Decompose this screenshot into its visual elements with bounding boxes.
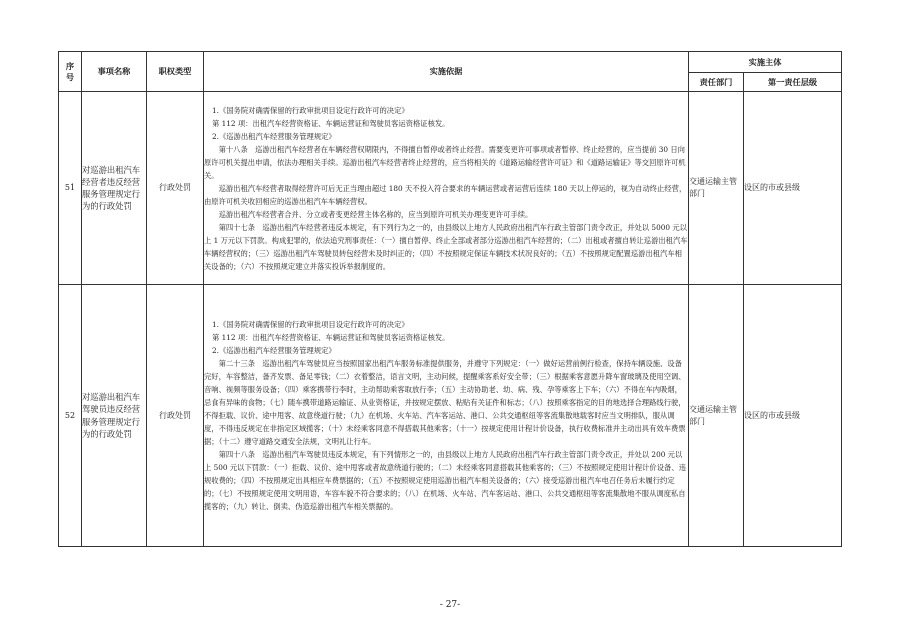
basis-paragraph: 1.《国务院对确需保留的行政审批项目设定行政许可的决定》 xyxy=(212,105,409,115)
responsibility-level: 设区的市或县级 xyxy=(744,92,842,285)
basis-paragraph: 第二十三条 巡游出租汽车驾驶员应当按照国家出租汽车服务标准提供服务，并遵守下列规定：（一）做好运营前例行检查，保持车辆设施、设备完好，车容整洁，备齐发票、备足零钱；（二）衣着整洁，语言文明，主动问候，提醒乘客系好安全带；（三）根据乘客意愿升降车窗玻璃及使用空调、音响、视频等服务设备；（四）乘客携带行李时，主动帮助乘客取放行李；（五）主动协助老、幼、病、残、孕等乘客上下车；（六）不得在车内吸烟，忌食有异味的食物；（七）随车携带道路运输证、从业资格证，并按规定摆放、粘贴有关证件和标志；（八）按照乘客指定的目的地选择合理路线行驶，不得拒载、议价、途中甩客、故意绕道行驶；（九）在机场、火车站、汽车客运站、港口、公共交通枢纽等客流集散地载客时应当文明排队，服从调度，不得违反规定在非指定区域揽客；（十）未经乘客同意不得搭载其他乘客；（十一）按规定使用计程计价设备，执行收费标准并主动出具有效车费票据；（十二）遵守道路交通安全法规，文明礼让行车。 xyxy=(204,359,686,446)
item-name: 对巡游出租汽车经营者违反经营服务管理规定行为的行政处罚 xyxy=(82,92,147,285)
basis-text xyxy=(204,285,689,547)
basis-paragraph: 第 112 项：出租汽车经营资格证、车辆运营证和驾驶员客运资格证核发。 xyxy=(212,333,450,342)
basis-text xyxy=(204,92,689,285)
power-type: 行政处罚 xyxy=(147,285,204,547)
page-number: - 27- xyxy=(439,600,461,610)
basis-paragraph: 巡游出租汽车经营者取得经营许可后无正当理由超过 180 天不投入符合要求的车辆运营或者运营后连续 180 天以上停运的，视为自动终止经营，由原许可机关收回相应的巡游出租汽车车辆经营权。 xyxy=(204,183,687,206)
basis-paragraph: 第 112 项：出租汽车经营资格证、车辆运营证和驾驶员客运资格证核发。 xyxy=(212,118,450,128)
item-name: 对巡游出租汽车驾驶员违反经营服务管理规定行为的行政处罚 xyxy=(82,285,147,547)
basis-paragraph: 2.《巡游出租汽车经营服务管理规定》 xyxy=(212,131,336,141)
basis-paragraph: 巡游出租汽车经营者合并、分立或者变更经营主体名称的，应当到原许可机关办理变更许可手续。 xyxy=(218,209,533,219)
basis-paragraph: 2.《巡游出租汽车经营服务管理规定》 xyxy=(212,346,336,355)
header-item-name: 事项名称 xyxy=(82,52,147,92)
enforcement-table xyxy=(58,51,842,547)
responsible-dept: 交通运输主管部门 xyxy=(689,92,744,285)
basis-paragraph: 1.《国务院对确需保留的行政审批项目设定行政许可的决定》 xyxy=(212,320,409,329)
table-row xyxy=(59,285,842,547)
basis-paragraph: 第十八条 巡游出租汽车经营者在车辆经营权期限内，不得擅自暂停或者终止经营。需要变更许可事项或者暂停、终止经营的，应当提前 30 日向原许可机关提出申请，依法办理相关手续。巡游出租汽车经营者终止经营的，应当将相关的《道路运输经营许可证》和《道路运输证》等交回原许可机关。 xyxy=(204,144,686,180)
header-index: 序号 xyxy=(59,52,82,92)
power-type: 行政处罚 xyxy=(147,92,204,285)
header-basis: 实施依据 xyxy=(204,52,689,92)
responsible-dept: 交通运输主管部门 xyxy=(689,285,744,547)
basis-paragraph: 第四十七条 巡游出租汽车经营者违反本规定，有下列行为之一的，由县级以上地方人民政府出租汽车行政主管部门责令改正，并处以 5000 元以上 1 万元以下罚款。构成犯罪的，依法追究刑事责任：（一）擅自暂停、终止全部或者部分巡游出租汽车经营的；（二）出租或者擅自转让巡游出租汽车车辆经营权的；（三）巡游出租汽车驾驶员转包经营未及时纠正的；（四）不按照规定保证车辆技术状况良好的；（五）不按照规定配置巡游出租汽车相关设备的；（六）不按照规定建立并落实投诉举报制度的。 xyxy=(204,222,688,271)
header-power-type: 职权类型 xyxy=(147,52,204,92)
table-row xyxy=(59,92,842,285)
responsibility-level: 设区的市或县级 xyxy=(744,285,842,547)
header-level: 第一责任层级 xyxy=(744,73,842,92)
row-index: 51 xyxy=(59,92,82,285)
header-subject: 实施主体 xyxy=(689,52,842,73)
header-dept: 责任部门 xyxy=(689,73,744,92)
row-index: 52 xyxy=(59,285,82,547)
basis-paragraph: 第四十八条 巡游出租汽车驾驶员违反本规定，有下列情形之一的，由县级以上地方人民政府出租汽车行政主管部门责令改正，并处以 200 元以上 500 元以下罚款：（一）拒载、议价、途中甩客或者故意绕道行驶的；（二）未经乘客同意搭载其他乘客的；（三）不按照规定使用计程计价设备、违规收费的；（四）不按照规定出具相应车费票据的；（五）不按照规定使用巡游出租汽车相关设备的；（六）接受巡游出租汽车电召任务后未履行约定的；（七）不按照规定使用文明用语，车容车貌不符合要求的；（八）在机场、火车站、汽车客运站、港口、公共交通枢纽等客流集散地不服从调度私自揽客的；（九）转让、倒卖、伪造巡游出租汽车相关票据的。 xyxy=(204,450,686,511)
